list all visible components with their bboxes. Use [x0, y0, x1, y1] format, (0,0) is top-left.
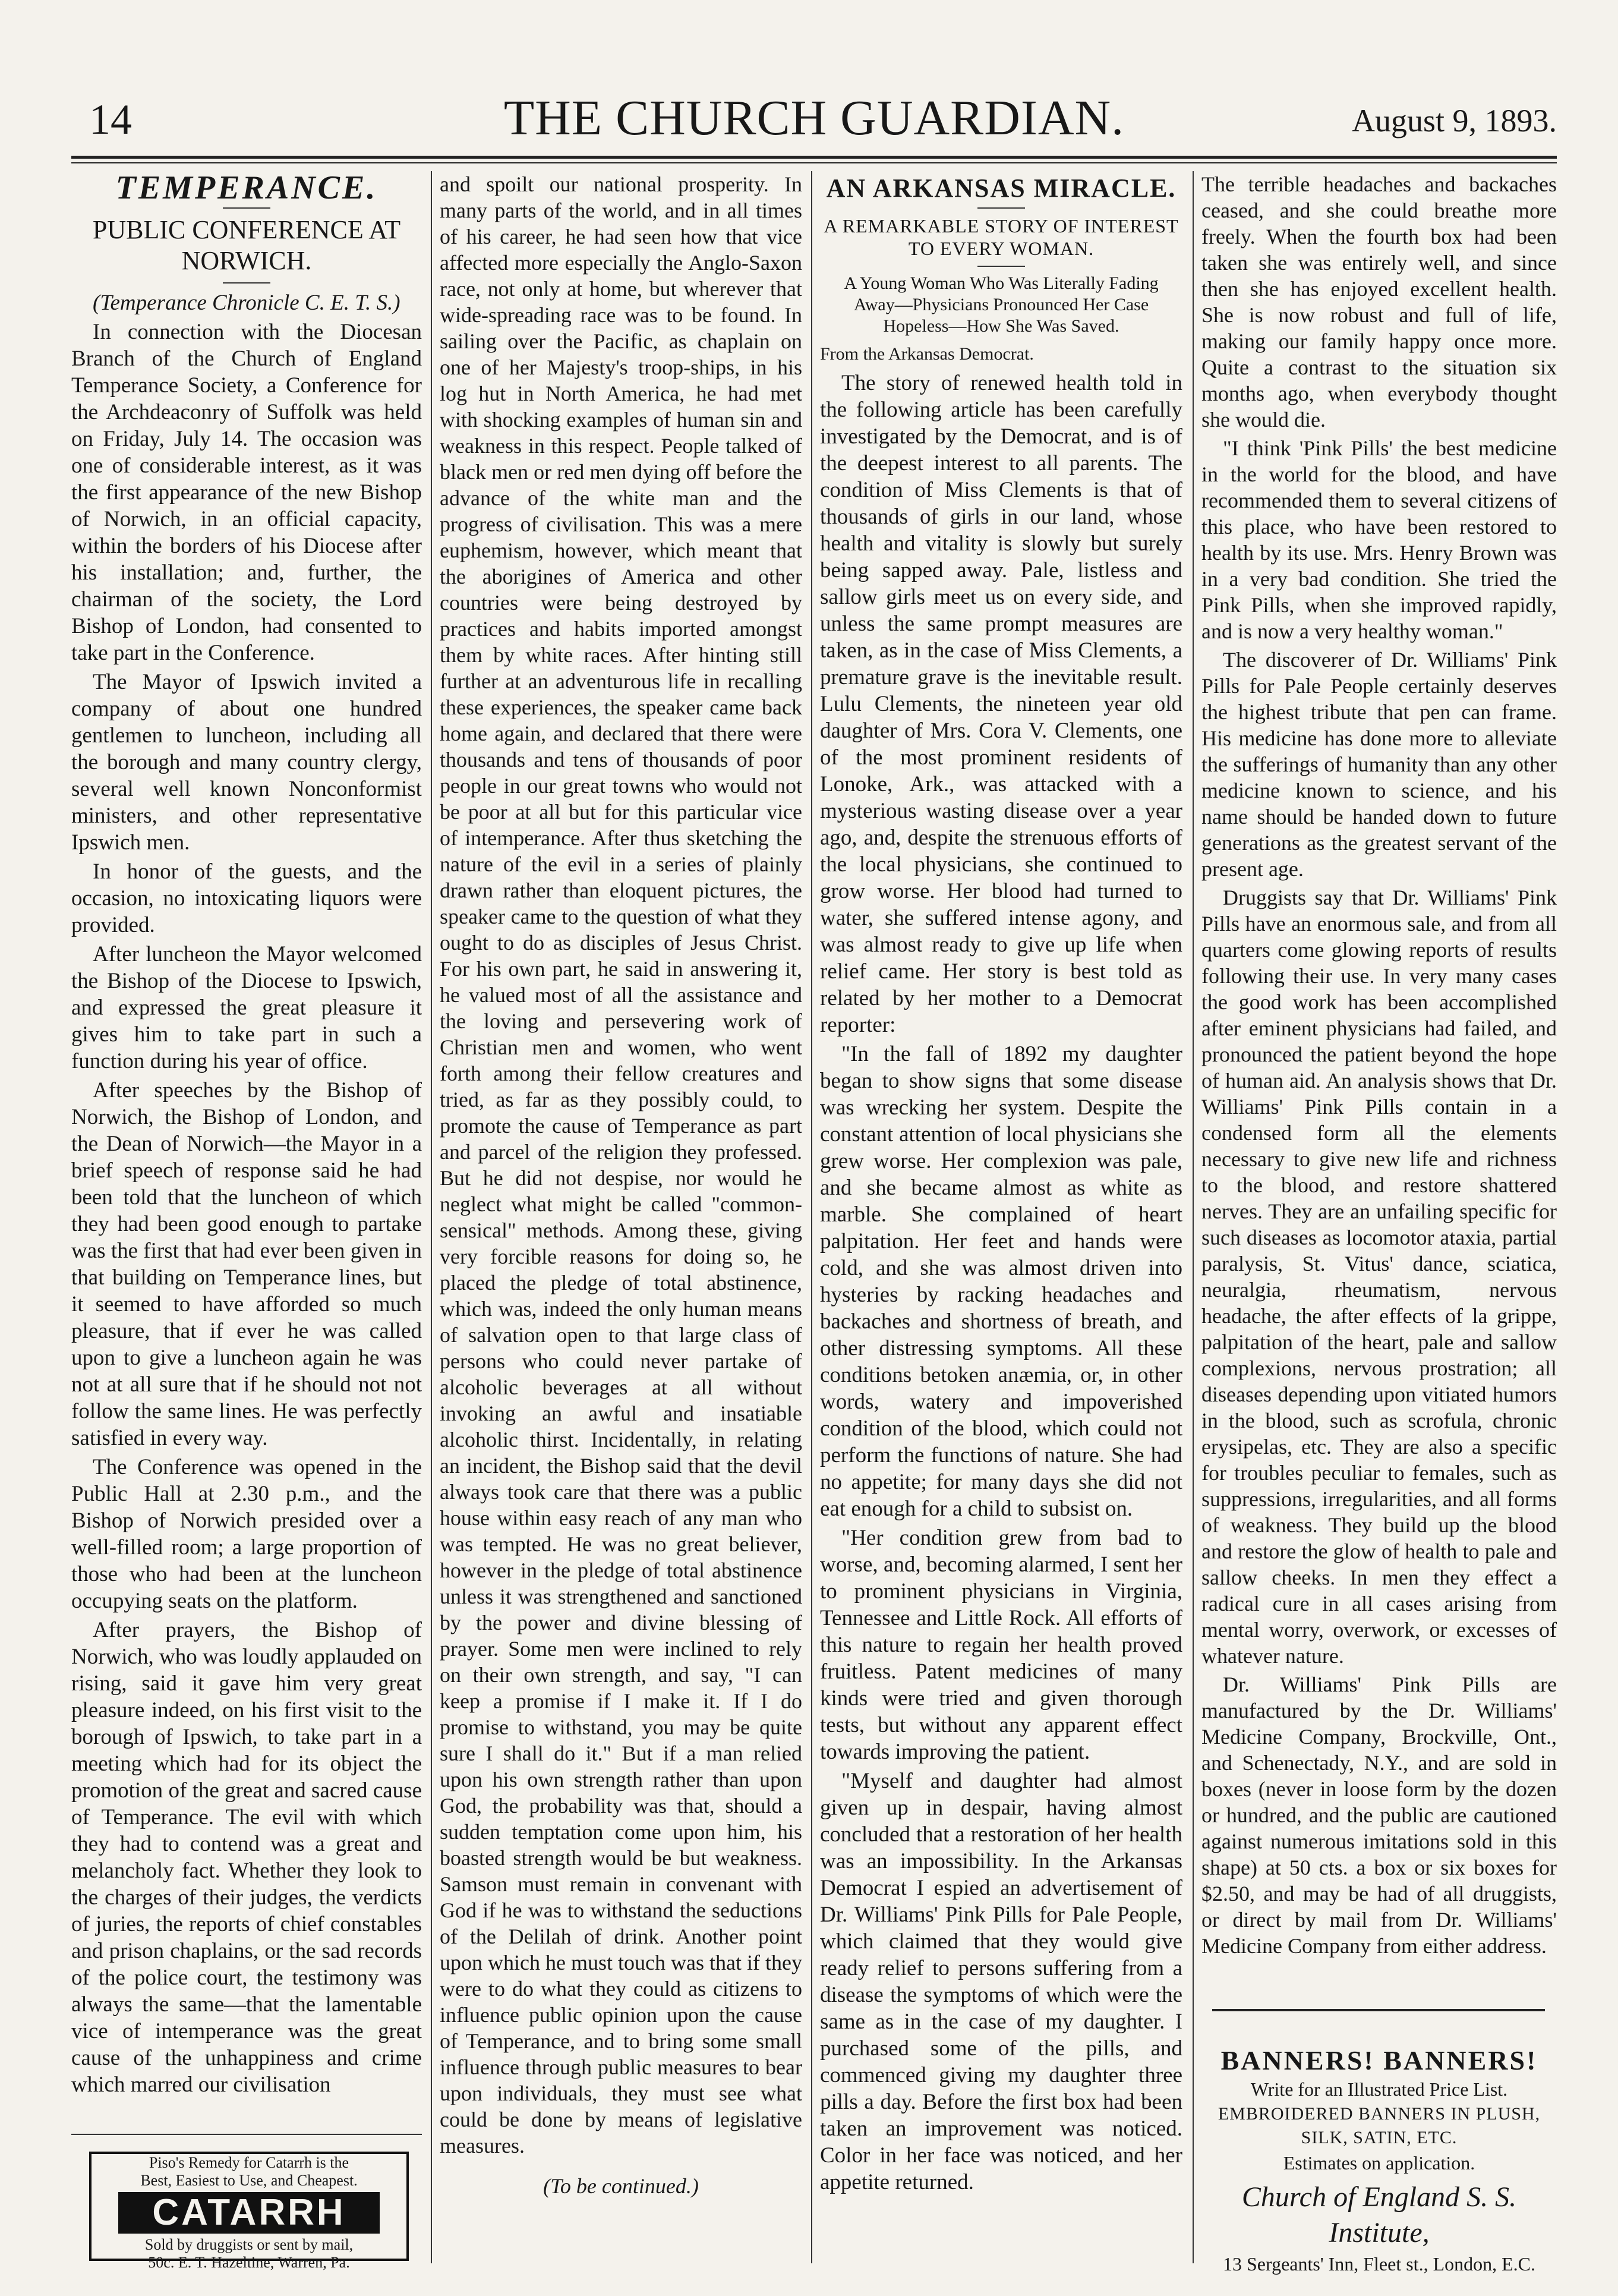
ad-text: Piso's Remedy for Catarrh is the	[149, 2154, 349, 2171]
paragraph: and spoilt our national prosperity. In many parts of the world, and in all times of his career, he had seen how that vice affected more especially the Anglo-Saxon race, not only at home, but wherever that wide-spreading race was to be found. In sailing over the Pacific, as chaplain on one of her Majesty's troop-ships, in his log hut in North America, he had met with shocking examples of human sin and weakness in this respect. People talked of black men or red men dying off before the advance of the white man and the progress of civilisation. This was a mere euphemism, however, which meant that the aborigines of America and other countries were being destroyed by practices and habits imported amongst them by white races. After hinting still further at an adventurous life in recalling these experiences, the speaker came back home again, and declared that there were thousands and tens of thousands of poor people in our great towns who would not be poor at all but for this particular vice of intemperance. After thus sketching the nature of the evil in a series of plainly drawn rather than eloquent pictures, the speaker came to the question of what they ought to do as disciples of Jesus Christ. For his own part, he said in answering it, he valued most of all the assistance and the loving and persevering work of Christian men and women, who went forth among their fellow creatures and tried, as far as they possibly could, to promote the cause of Temperance as part and parcel of the religion they professed. But he did not despise, nor would he neglect what might be called "common-sensical" methods. Among these, giving very forcible reasons for doing so, he placed the pledge of total abstinence, which was, indeed the only human means of salvation open to that large class of persons who could never partake of alcoholic beverages at all without invoking an awful and insatiable alcoholic thirst. Incidentally, in relating an incident, the Bishop said that the devil always took care that there was a public house within easy reach of any man who was tempted. He was no great believer, however in the pledge of total abstinence unless it was strengthened and sanctioned by the power and divine blessing of prayer. Some men were inclined to rely on their own strength, and say, "I can keep a promise if I make it. If I do promise to withstand, you may be quite sure I shall do it." But if a man relied upon his own strength rather than upon God, the probability was that, should a sudden temptation come upon him, his boasted strength would be but weakness. Samson must remain in convenant with God if he was to withstand the seductions of the Delilah of drink. Another point upon which he must touch was that if they were to do what they could as citizens to influence public opinion upon the cause of Temperance, and to bring some small influence through public measures to bear upon individuals, they must see what could be done by means of legislative measures.	[440, 172, 802, 2158]
article-heading-arkansas: AN ARKANSAS MIRACLE.	[826, 174, 1177, 203]
paragraph: After luncheon the Mayor welcomed the Bishop of the Diocese to Ipswich, and expressed the great pleasure it gives him to take part in such a function during his year of office.	[71, 942, 422, 1073]
divider	[223, 282, 270, 284]
ad-text: Estimates on application.	[1283, 2152, 1475, 2174]
divider	[223, 207, 270, 209]
paragraph: After prayers, the Bishop of Norwich, who was loudly applauded on rising, said it gave him very great pleasure indeed, on his first visit to the borough of Ipswich, to take part in a meeting which had for its object the promotion of the great and sacred cause of Temperance. The evil with which they had to contend was a great and melancholy fact. Whether they look to the charges of their judges, the verdicts of juries, the reports of chief constables and prison chaplains, or the sad records of the police court, the testimony was always the same—that the lamentable vice of intemperance was the great cause of the unhappiness and crime which marred our civilisation	[71, 1618, 422, 2097]
article-deck: A Young Woman Who Was Literally Fading Away—Physicians Pronounced Her Case Hopeless—How She Was Saved.	[844, 273, 1159, 336]
paragraph: The discoverer of Dr. Williams' Pink Pills for Pale People certainly deserves the highest tribute that pen can frame. His medicine has done more to alleviate the sufferings of humanity than any other medicine known to science, and his name should be handed down to future generations as the greatest servant of the present age.	[1201, 648, 1557, 881]
banners-advertisement	[1201, 2045, 1557, 2277]
article-source: From the Arkansas Democrat.	[820, 344, 1034, 364]
ad-text: 50c. E. T. Hazeltine, Warren, Pa.	[148, 2254, 350, 2271]
section-heading-temperance: TEMPERANCE.	[115, 169, 378, 206]
ad-text: Sold by druggists or sent by mail,	[144, 2236, 354, 2253]
divider	[1212, 2009, 1545, 2011]
ad-text: Best, Easiest to Use, and Cheapest.	[140, 2172, 358, 2189]
divider	[977, 266, 1025, 267]
ad-institute: Church of England S. S. Institute,	[1241, 2181, 1517, 2248]
paragraph: "Myself and daughter had almost given up in despair, having almost concluded that a restoration of her health was an impossibility. In the Arkansas Democrat I espied an advertisement of Dr. Williams' Pink Pills for Pale People, which claimed that they would give ready relief to persons suffering from a disease the symptoms of which were the same as in the case of my daughter. I purchased some of the pills, and commenced giving my daughter three pills a day. Before the first box had been taken an improvement was noticed. Color in her face was noticed, and her appetite returned.	[820, 1769, 1182, 2194]
paragraph: The Conference was opened in the Public Hall at 2.30 p.m., and the Bishop of Norwich presided over a well-filled room; a large proportion of those who had been at the luncheon occupying seats on the platform.	[71, 1455, 422, 1613]
ad-headline: CATARRH	[118, 2192, 380, 2234]
continued-note: (To be continued.)	[543, 2174, 699, 2198]
ad-headline: BANNERS! BANNERS!	[1220, 2045, 1538, 2075]
column-rule	[431, 171, 432, 2263]
article-source: (Temperance Chronicle C. E. T. S.)	[93, 291, 400, 315]
paragraph: In connection with the Diocesan Branch of the Church of England Temperance Society, a Conference for the Archdeaconry of Suffolk was held on Friday, July 14. The occasion was one of considerable interest, as it was the first appearance of the new Bishop of Norwich, in an official capacity, within the borders of his Diocese after his installation; and, further, the chairman of the society, the Lord Bishop of London, had consented to take part in the Conference.	[71, 320, 422, 665]
column-2	[440, 171, 802, 2199]
column-3	[820, 171, 1182, 2198]
divider	[977, 207, 1025, 209]
column-1	[71, 171, 422, 2100]
paragraph: Dr. Williams' Pink Pills are manufactured by the Dr. Williams' Medicine Company, Brockville, Ont., and Schenectady, N.Y., and are sold in boxes (never in loose form by the dozen or hundred, and the public are cautioned against numerous imitations sold in this shape) at 50 cts. a box or six boxes for $2.50, and may be had of all druggists, or direct by mail from Dr. Williams' Medicine Company from either address.	[1201, 1673, 1557, 1958]
paragraph: The story of renewed health told in the following article has been carefully investigated by the Democrat, and is of the deepest interest to all parents. The condition of Miss Clements is that of thousands of girls in our land, whose health and vitality is slowly but surely being sapped away. Pale, listless and sallow girls meet us on every side, and unless the same prompt measures are taken, as in the case of Miss Clements, a premature grave is the inevitable result. Lulu Clements, the nineteen year old daughter of Mrs. Cora V. Clements, one of the most prominent residents of Lonoke, Ark., was attacked with a mysterious wasting disease over a year ago, and, despite the strenuous efforts of the local physicians, she continued to grow worse. Her blood had turned to water, she suffered intense agony, and was almost ready to give up life when relief came. Her story is best told as related by her mother to a Democrat reporter:	[820, 371, 1182, 1037]
paragraph: Druggists say that Dr. Williams' Pink Pills have an enormous sale, and from all quarters come glowing reports of results following their use. In very many cases the good work has been accomplished after eminent physicians had failed, and pronounced the patient beyond the hope of human aid. An analysis shows that Dr. Williams' Pink Pills contain in a condensed form all the elements necessary to give new life and richness to the blood, and restore shattered nerves. They are an unfailing specific for such diseases as locomotor ataxia, partial paralysis, St. Vitus' dance, sciatica, neuralgia, rheumatism, nervous headache, the after effects of la grippe, palpitation of the heart, pale and sallow complexions, nervous prostration; all diseases depending upon vitiated humors in the blood, such as scrofula, chronic erysipelas, etc. They are also a specific for troubles peculiar to females, such as suppressions, irregularities, and all forms of weakness. They build up the blood and restore the glow of health to pale and sallow cheeks. In men they effect a radical cure in all cases arising from mental worry, overwork, or excesses of whatever nature.	[1201, 886, 1557, 1668]
page-number: 14	[89, 96, 132, 143]
column-rule	[1193, 171, 1194, 2263]
issue-date: August 9, 1893.	[1351, 103, 1557, 138]
ad-address: 13 Sergeants' Inn, Fleet st., London, E.C.	[1222, 2253, 1535, 2275]
paragraph: The Mayor of Ipswich invited a company of about one hundred gentlemen to luncheon, including all the borough and many country clergy, several well known Nonconformist ministers, and other representative Ipswich men.	[71, 670, 422, 855]
paragraph: The terrible headaches and backaches ceased, and she could breathe more freely. When the fourth box had been taken she was entirely well, and since then she has enjoyed excellent health. She is now robust and full of life, making our family happy once more. Quite a contrast to the situation six months ago, when everybody thought she would die.	[1201, 172, 1557, 432]
paragraph: "Her condition grew from bad to worse, and, becoming alarmed, I sent her to prominent physicians in Virginia, Tennessee and Little Rock. All efforts of this nature to regain her health proved fruitless. Patent medicines of many kinds were tried and given thorough tests, but without any apparent effect towards improving the patient.	[820, 1526, 1182, 1764]
ad-text: EMBROIDERED BANNERS IN PLUSH, SILK, SATIN, ETC.	[1218, 2104, 1541, 2147]
paragraph: In honor of the guests, and the occasion, no intoxicating liquors were provided.	[71, 859, 422, 937]
article-subheading: PUBLIC CONFERENCE AT NORWICH.	[92, 215, 401, 275]
masthead-rule	[71, 156, 1557, 163]
newspaper-title: THE CHURCH GUARDIAN.	[503, 90, 1125, 146]
catarrh-advertisement	[89, 2152, 409, 2271]
column-rule	[811, 171, 812, 2263]
masthead	[71, 89, 1557, 155]
paragraph: "In the fall of 1892 my daughter began to show signs that some disease was wrecking her system. Despite the constant attention of local physicians she grew worse. Her complexion was pale, and she became almost as white as marble. She complained of heart palpitation. Her feet and hands were cold, and she was almost driven into hysteries by racking headaches and backaches and shortness of breath, and other distressing symptoms. All these conditions betoken anæmia, or, in other words, watery and impoverished condition of the blood, which could not perform the functions of nature. She had no appetite; for many days she did not eat enough for a child to subsist on.	[820, 1042, 1182, 1521]
divider	[71, 2134, 422, 2135]
article-subheading: A REMARKABLE STORY OF INTEREST TO EVERY WOMAN.	[824, 215, 1179, 259]
paragraph: "I think 'Pink Pills' the best medicine in the world for the blood, and have recommended them to several citizens of this place, who have been restored to health by its use. Mrs. Henry Brown was in a very bad condition. She tried the Pink Pills, when she improved rapidly, and is now a very healthy woman."	[1201, 436, 1557, 643]
column-4	[1201, 171, 1557, 1961]
paragraph: After speeches by the Bishop of Norwich, the Bishop of London, and the Dean of Norwich—the Mayor in a brief speech of response said he had been told that the luncheon of which they had been good enough to partake was the first that had ever been given in that building on Temperance lines, but it seemed to have afforded so much pleasure, that if ever he was called upon to give a luncheon again he was not at all sure that if he should not not follow the same lines. He was perfectly satisfied in every way.	[71, 1078, 422, 1450]
ad-text: Write for an Illustrated Price List.	[1250, 2078, 1508, 2100]
